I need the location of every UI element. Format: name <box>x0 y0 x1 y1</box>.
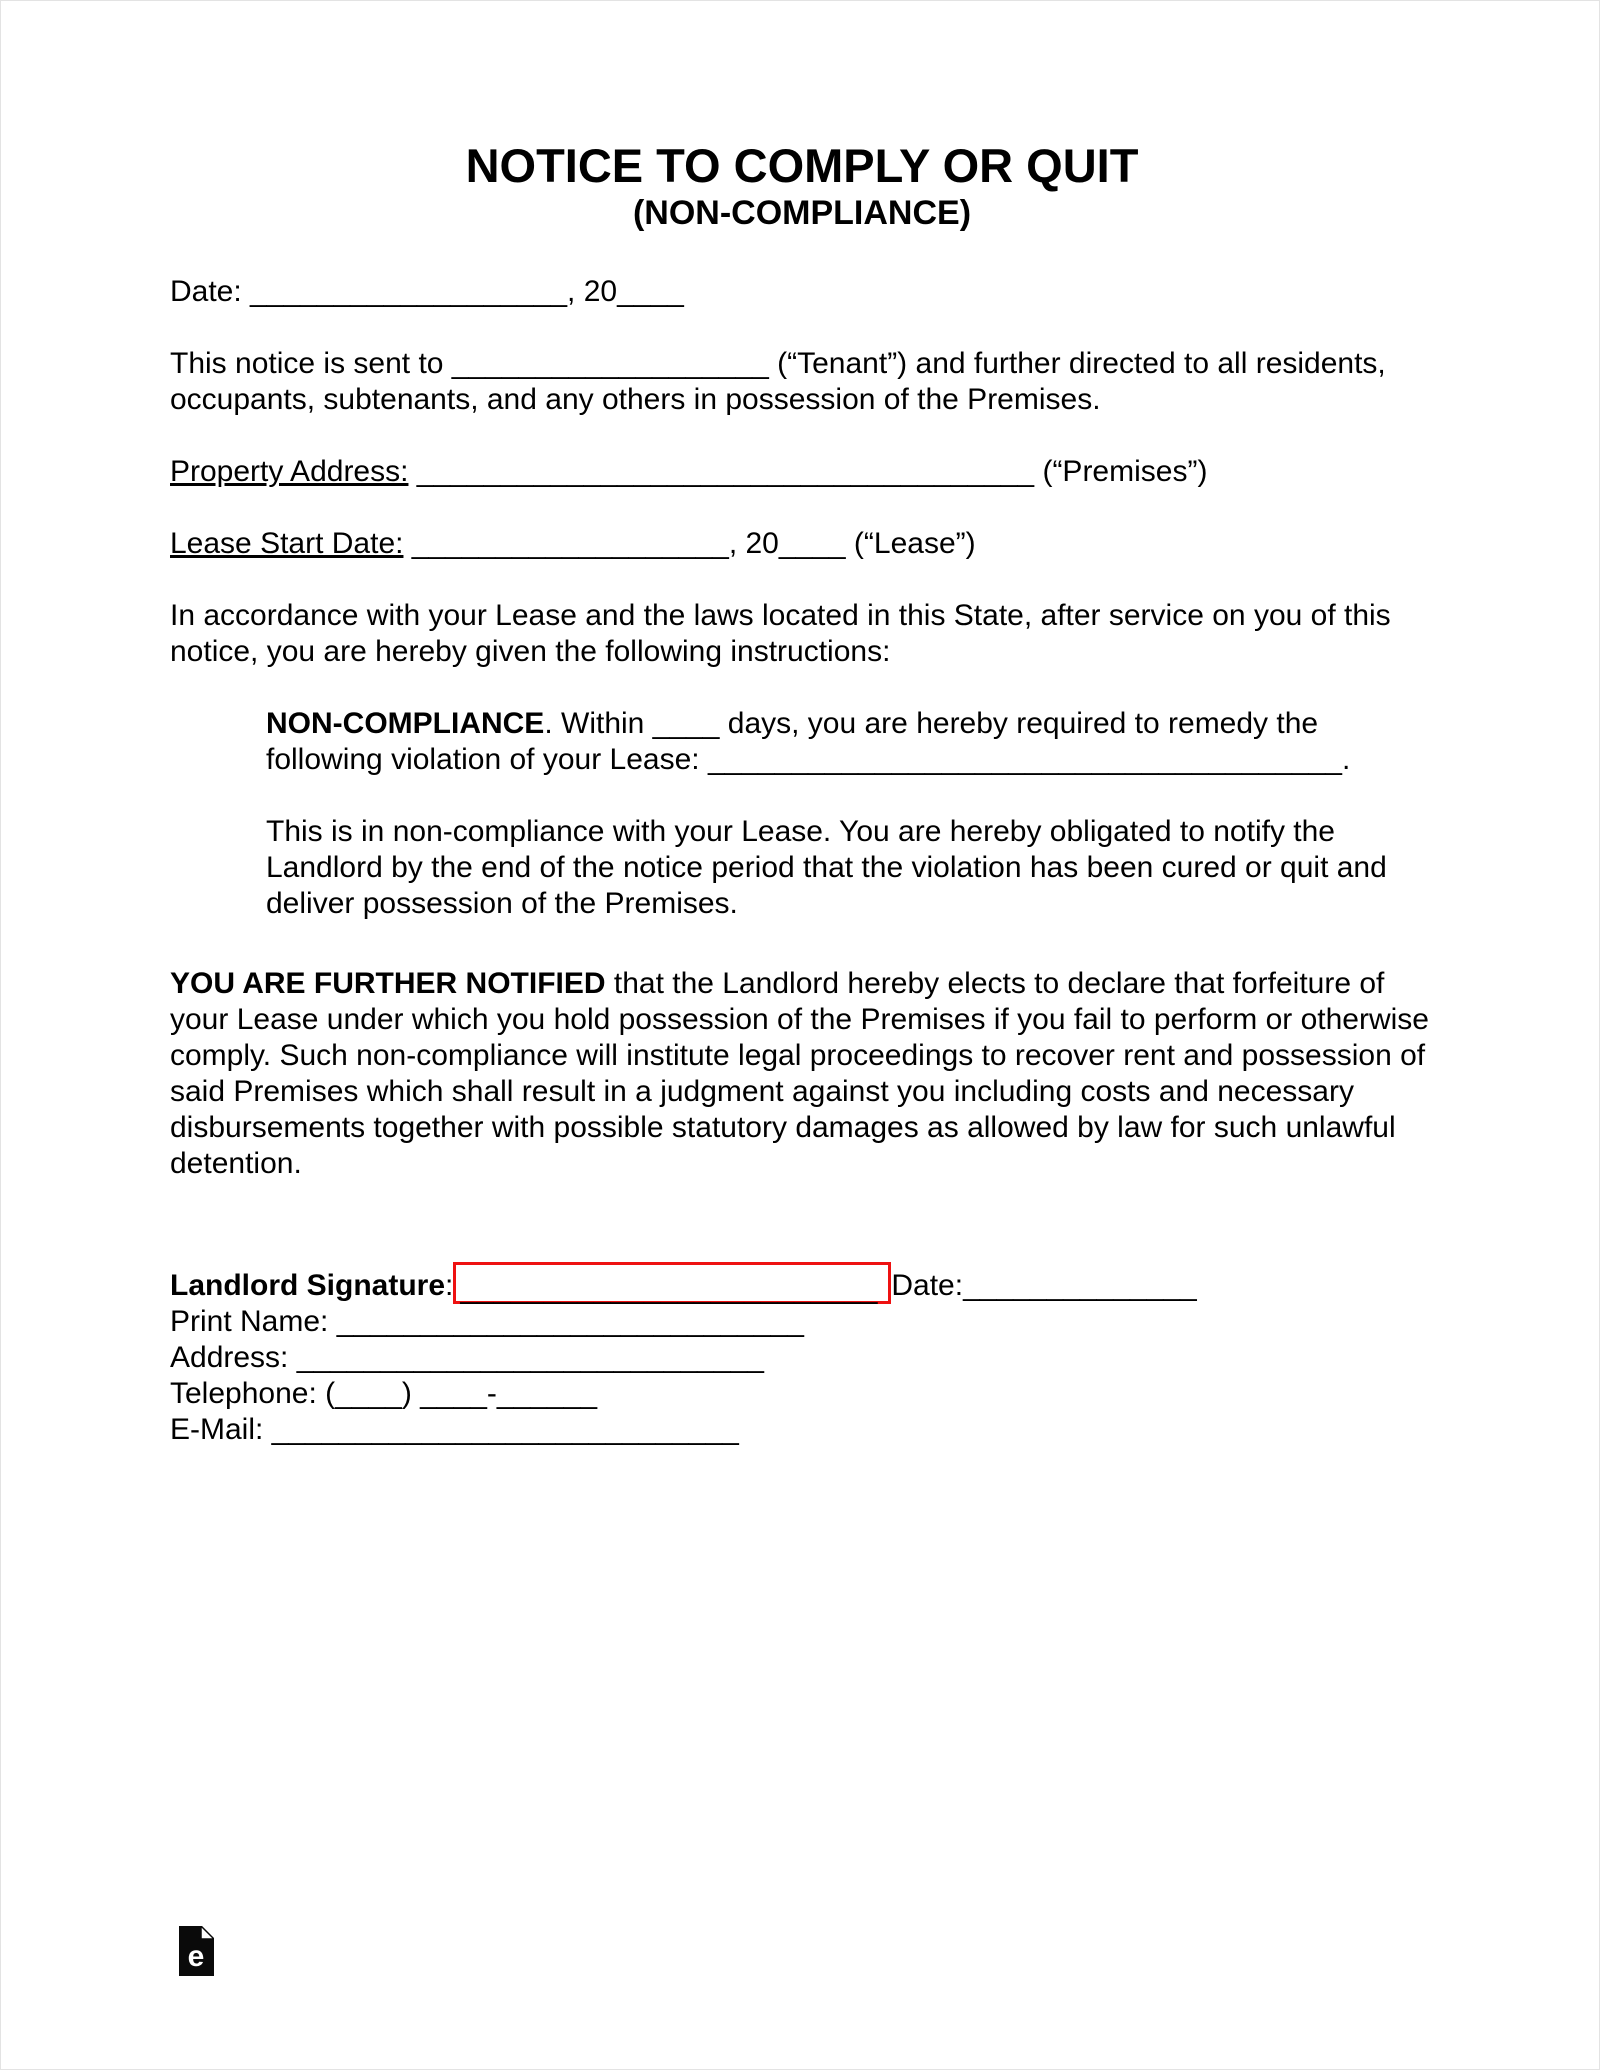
telephone-line: Telephone: (____) ____-______ <box>170 1377 598 1410</box>
document-title: NOTICE TO COMPLY OR QUIT <box>465 139 1139 192</box>
further-notified-text: that the Landlord hereby elects to declare that forfeiture of your Lease under which you hold possession of the Premises if you fail to perform or otherwise comply. Such non-compliance will institute legal proceedings to recover rent and possession of said Premises which shall result in a judgment against you including costs and necessary disbursements together with possible statutory damages as allowed by law for such unlawful detention. <box>170 967 1429 1180</box>
print-name-line: Print Name: ____________________________ <box>170 1305 804 1338</box>
violation-blank: ______________________________________ <box>707 743 1342 776</box>
property-address-label: Property Address: <box>170 455 409 488</box>
logo-letter: e <box>187 1940 205 1973</box>
signature-date-blank: ______________ <box>963 1269 1197 1302</box>
property-address-blank: _____________________________________ <box>408 455 1043 488</box>
landlord-signature-row <box>170 1262 1434 1304</box>
document-content <box>170 140 1434 1448</box>
eforms-logo <box>179 1926 214 1976</box>
property-address-line <box>170 454 1434 490</box>
email-line: E-Mail: ____________________________ <box>170 1413 739 1446</box>
signature-block <box>170 1262 1434 1448</box>
noncompliance-text: . Within ____ days, you are hereby required to remedy the following violation of your Lease: <box>266 707 1319 776</box>
cure-paragraph: This is in non-compliance with your Lease. You are hereby obligated to notify the Landlord by the end of the notice period that the violation has been cured or quit and deliver possession of the Premises. <box>266 815 1387 920</box>
landlord-signature-colon: : <box>445 1269 454 1302</box>
noncompliance-period: . <box>1341 743 1351 776</box>
landlord-signature-label: Landlord Signature <box>170 1269 446 1302</box>
lease-start-date-blank: ___________________ <box>403 527 729 560</box>
noncompliance-heading: NON-COMPLIANCE <box>266 707 545 740</box>
intro-paragraph: This notice is sent to ___________________ (“Tenant”) and further directed to all residents, occupants, subtenants, and any others in possession of the Premises. <box>170 347 1386 416</box>
lease-start-date-label: Lease Start Date: <box>170 527 404 560</box>
further-notified-heading: YOU ARE FURTHER NOTIFIED <box>170 967 606 1000</box>
address-line: Address: ____________________________ <box>170 1341 764 1374</box>
signature-blank: _________________________ <box>460 1272 878 1305</box>
noncompliance-paragraph <box>266 706 1434 778</box>
date-line: Date: ___________________, 20____ <box>170 275 684 308</box>
lease-start-date-line <box>170 526 1434 562</box>
premises-term: (“Premises”) <box>1042 455 1208 488</box>
lease-term: , 20____ (“Lease”) <box>728 527 976 560</box>
signature-date-label: Date: <box>891 1269 964 1302</box>
further-notified-paragraph <box>170 966 1434 1182</box>
document-subtitle: (NON-COMPLIANCE) <box>632 194 972 232</box>
instructions-paragraph: In accordance with your Lease and the laws located in this State, after service on you of this notice, you are hereby given the following instructions: <box>170 599 1391 668</box>
signature-field-box[interactable] <box>453 1262 891 1304</box>
document-fold-icon <box>179 1926 214 1976</box>
